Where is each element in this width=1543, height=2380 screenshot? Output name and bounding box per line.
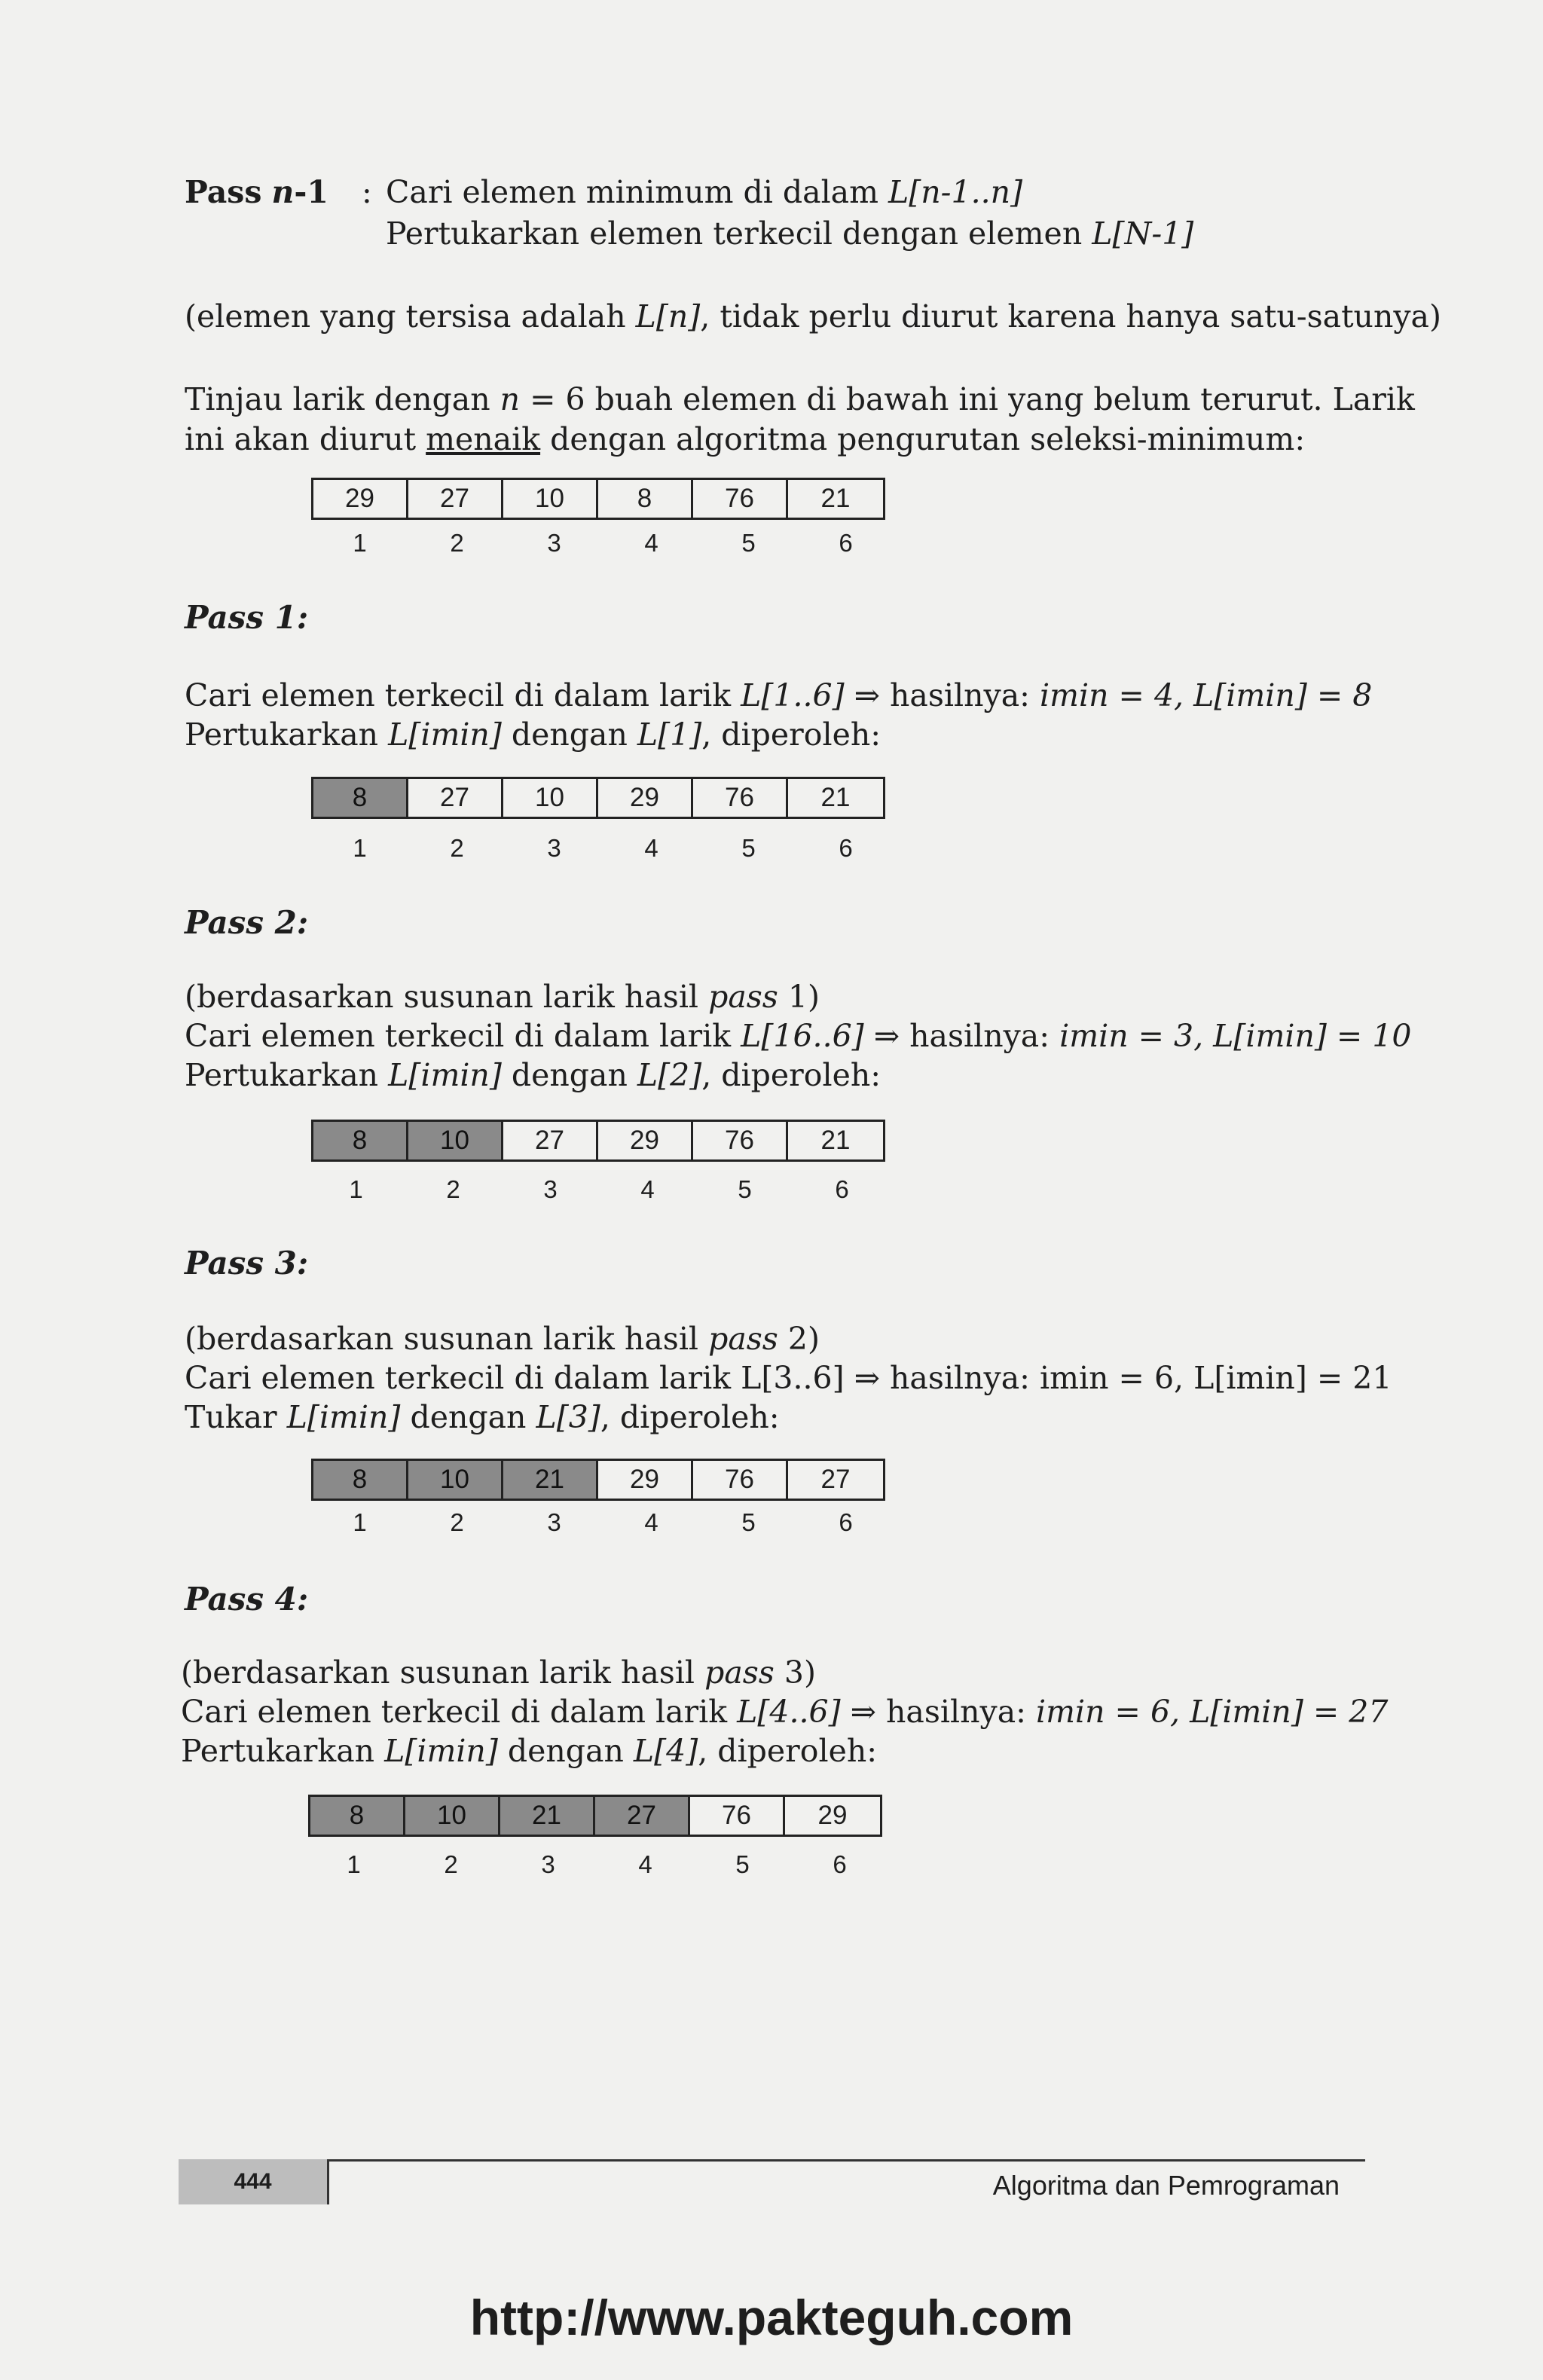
array-cell: 76: [693, 1122, 788, 1159]
page-number: 444: [179, 2159, 329, 2204]
pass-4-indices: [305, 1850, 888, 1879]
index-label: 5: [741, 834, 756, 862]
array-cell: 29: [598, 1122, 693, 1159]
index-label: 4: [638, 1850, 652, 1878]
index-label: 6: [839, 529, 853, 557]
array-cell-sorted: 8: [313, 1461, 408, 1499]
pass-2-array: [311, 1120, 885, 1162]
pass-n-1-line1: Cari elemen minimum di dalam L[n-1..n]: [386, 174, 1023, 210]
index-label: 2: [450, 529, 464, 557]
index-label: 3: [543, 1175, 558, 1203]
index-label: 4: [644, 1508, 658, 1536]
index-label: 2: [444, 1850, 458, 1878]
index-label: 3: [547, 834, 561, 862]
array-cell-sorted: 27: [595, 1797, 690, 1835]
index-label: 5: [735, 1850, 750, 1878]
index-label: 3: [547, 529, 561, 557]
pass-2-based: (berdasarkan susunan larik hasil pass 1): [185, 979, 820, 1015]
index-label: 3: [547, 1508, 561, 1536]
array-cell: 76: [693, 480, 788, 518]
pass-2-title: Pass 2:: [185, 904, 309, 941]
pass-2-find: Cari elemen terkecil di dalam larik L[16..6] ⇒ hasilnya: imin = 3, L[imin] = 10: [185, 1018, 1412, 1054]
index-label: 2: [450, 834, 464, 862]
initial-array: [311, 478, 885, 520]
pass-4-array: [308, 1795, 882, 1837]
array-cell: 21: [820, 1126, 851, 1155]
array-cell-sorted: 8: [313, 779, 408, 817]
index-label: 5: [741, 1508, 756, 1536]
pass-4-title: Pass 4:: [185, 1581, 309, 1618]
pass-n-1-label: Pass n-1: [185, 174, 328, 210]
array-cell: 29: [598, 779, 693, 817]
index-label: 4: [644, 529, 658, 557]
index-label: 2: [450, 1508, 464, 1536]
array-cell: 76: [693, 779, 788, 817]
array-cell-sorted: 8: [310, 1797, 405, 1835]
index-label: 1: [353, 834, 367, 862]
index-label: 6: [839, 1508, 853, 1536]
index-label: 3: [541, 1850, 555, 1878]
pass-1-array: [311, 777, 885, 819]
array-cell: 27: [408, 779, 503, 817]
array-cell: 29: [313, 480, 408, 518]
pass-3-find: Cari elemen terkecil di dalam larik L[3..6] ⇒ hasilnya: imin = 6, L[imin] = 21: [185, 1360, 1392, 1396]
pass-3-indices: [311, 1508, 894, 1537]
array-cell: 76: [693, 1461, 788, 1499]
pass-1-find: Cari elemen terkecil di dalam larik L[1..6] ⇒ hasilnya: imin = 4, L[imin] = 8: [185, 677, 1373, 713]
pass-1-indices: [311, 834, 894, 863]
array-cell-sorted: 10: [405, 1797, 500, 1835]
pass-1-swap: Pertukarkan L[imin] dengan L[1], diperoleh:: [185, 716, 881, 753]
index-label: 2: [446, 1175, 460, 1203]
index-label: 1: [347, 1850, 361, 1878]
intro-line-1: Tinjau larik dengan n = 6 buah elemen di bawah ini yang belum terurut. Larik: [185, 381, 1415, 417]
array-cell: 10: [503, 779, 598, 817]
pass-3-title: Pass 3:: [185, 1245, 309, 1282]
intro-line-2: ini akan diurut menaik dengan algoritma pengurutan seleksi-minimum:: [185, 421, 1306, 457]
pass-3-based: (berdasarkan susunan larik hasil pass 2): [185, 1321, 820, 1357]
index-label: 4: [644, 834, 658, 862]
pass-3-swap: Tukar L[imin] dengan L[3], diperoleh:: [185, 1399, 780, 1435]
array-cell: 29: [598, 1461, 693, 1499]
array-cell: 27: [408, 480, 503, 518]
pass-n-1-line2: Pertukarkan elemen terkecil dengan elemen L[N-1]: [386, 215, 1194, 252]
watermark-url: http://www.pakteguh.com: [469, 2290, 1074, 2345]
remark-line: (elemen yang tersisa adalah L[n], tidak perlu diurut karena hanya satu-satunya): [185, 298, 1441, 335]
array-cell-sorted: 8: [313, 1122, 408, 1159]
array-cell: 27: [820, 1465, 851, 1494]
array-cell: 27: [503, 1122, 598, 1159]
index-label: 5: [738, 1175, 752, 1203]
pass-3-array: [311, 1459, 885, 1501]
array-cell: 8: [598, 480, 693, 518]
array-cell: 76: [690, 1797, 785, 1835]
pass-2-swap: Pertukarkan L[imin] dengan L[2], diperoleh:: [185, 1057, 881, 1093]
index-label: 1: [349, 1175, 363, 1203]
pass-4-find: Cari elemen terkecil di dalam larik L[4..6] ⇒ hasilnya: imin = 6, L[imin] = 27: [181, 1694, 1389, 1730]
array-cell-sorted: 21: [500, 1797, 595, 1835]
array-cell-sorted: 10: [408, 1461, 503, 1499]
array-cell: 21: [820, 484, 851, 513]
footer-rule: [179, 2159, 1365, 2162]
index-label: 5: [741, 529, 756, 557]
array-cell: 29: [817, 1801, 848, 1830]
index-label: 1: [353, 529, 367, 557]
index-label: 6: [839, 834, 853, 862]
pass-1-title: Pass 1:: [185, 599, 309, 636]
index-label: 6: [835, 1175, 849, 1203]
array-cell: 10: [503, 480, 598, 518]
pass-4-based: (berdasarkan susunan larik hasil pass 3): [181, 1654, 816, 1691]
pass-2-indices: [307, 1175, 891, 1204]
array-cell-sorted: 21: [503, 1461, 598, 1499]
initial-indices: [311, 529, 894, 558]
index-label: 1: [353, 1508, 367, 1536]
index-label: 6: [833, 1850, 847, 1878]
index-label: 4: [640, 1175, 655, 1203]
array-cell-sorted: 10: [408, 1122, 503, 1159]
pass-4-swap: Pertukarkan L[imin] dengan L[4], diperoleh:: [181, 1733, 878, 1769]
array-cell: 21: [820, 783, 851, 812]
book-title: Algoritma dan Pemrograman: [992, 2170, 1340, 2201]
pass-n-1-sep: :: [362, 174, 372, 210]
